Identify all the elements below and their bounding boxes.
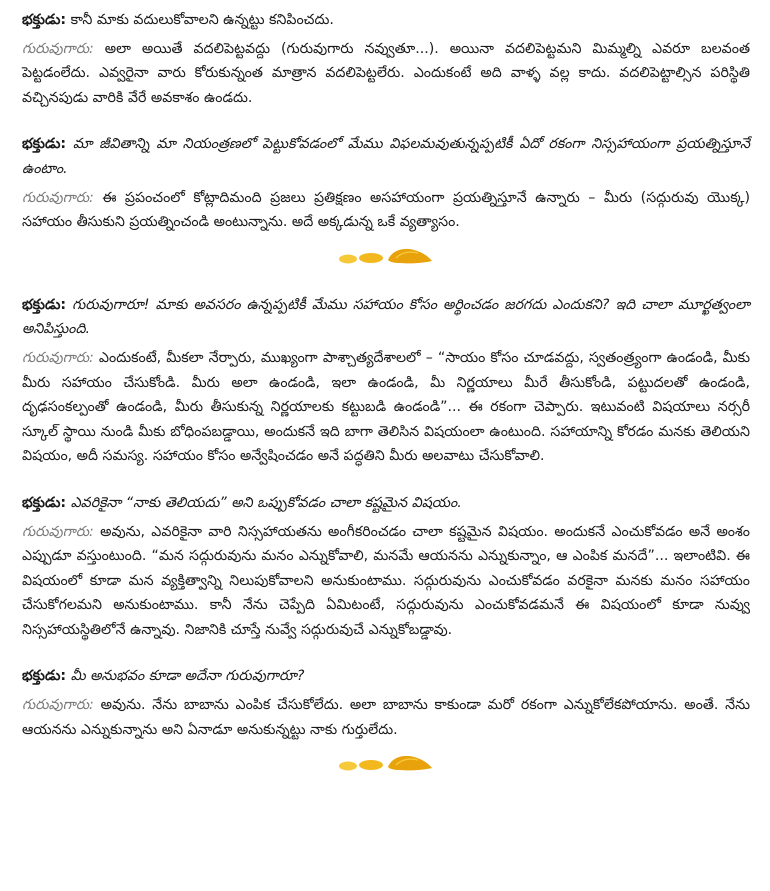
guru-answer [22, 346, 750, 469]
guru-answer [22, 37, 750, 111]
guru-label: గురువుగారు: [22, 40, 94, 57]
devotee-question [22, 132, 750, 181]
guru-answer [22, 693, 750, 742]
answer-text: ఎందుకంటే, మీకలా నేర్పారు, ముఖ్యంగా పాశ్చాత్యదేశాలలో – “సాయం కోసం చూడవద్దు, స్వతంత్ర్యంగా ఉండండి, మీకు మీరు సహాయం చేసుకోండి. మీరు అలా ఉండండి, ఇలా ఉండండి, మీ నిర్ణయాలు మీరే తీసుకోండి, పట్టుదలతో ఉండండి, దృఢసంకల్పంతో ఉండండి, మీరు తీసుకున్న నిర్ణయాలకు కట్టుబడి ఉండండి”... ఈ రకంగా చెప్పారు. ఇటువంటి విషయాలు నర్సరీ స్కూల్ స్థాయి నుండి మీకు బోధింపబడ్డాయి, అందుకనే ఇది బాగా తెలిసిన విషయంలా ఉంటుంది. సహాయాన్ని కోరడం మనకు తెలియని విషయం, అదీ సమస్య. సహాయం కోసం అన్వేషించడం అనే పద్ధతిని మీరు అలవాటు చేసుకోవాలి. [22, 349, 750, 465]
devotee-question [22, 491, 750, 516]
guru-label: గురువుగారు: [22, 349, 94, 366]
question-text: మీ అనుభవం కూడా అదేనా గురువుగారూ? [70, 668, 305, 685]
question-text: గురువుగారూ! మాకు అవసరం ఉన్నప్పటికీ మేము సహాయం కోసం అర్థించడం జరగదు ఎందుకని? ఇది చాలా మూర్ఖత్వంలా అనిపిస్తుంది. [22, 296, 750, 338]
guru-answer [22, 186, 750, 235]
answer-text: ఈ ప్రపంచంలో కోట్లాదిమంది ప్రజలు ప్రతిక్షణం అసహాయంగా ప్రయత్నిస్తూనే ఉన్నారు – మీరు (సద్గురువు యొక్క) సహాయం తీసుకుని ప్రయత్నించండి అంటున్నాను. అదే అక్కడున్న ఒకే వ్యత్యాసం. [22, 189, 750, 231]
devotee-label: భక్తుడు: [22, 494, 67, 511]
guru-label: గురువుగారు: [22, 523, 94, 540]
guru-label: గురువుగారు: [22, 189, 94, 206]
question-text: కానీ మాకు వదులుకోవాలని ఉన్నట్టు కనిపించదు. [70, 12, 334, 28]
question-text: ఎవరికైనా “నాకు తెలియదు” అని ఒప్పుకోవడం చాలా కష్టమైన విషయం. [70, 494, 462, 511]
section-divider [22, 748, 750, 778]
answer-text: అవును. నేను బాబాను ఎంపిక చేసుకోలేదు. అలా బాబాను కాకుండా మరో రకంగా ఎన్నుకోలేకపోయాను. అంతే. నేను ఆయనను ఎన్నుకున్నాను అని ఏనాడూ అనుకున్నట్టు నాకు గుర్తులేదు. [22, 697, 750, 738]
answer-text: అవును, ఎవరికైనా వారి నిస్సహాయతను అంగీకరించడం చాలా కష్టమైన విషయం. అందుకనే ఎంచుకోవడం అనే అంశం ఎప్పుడూ వస్తుంటుంది. “మన సద్గురువును మనం ఎన్నుకోవాలి, మనమే ఆయనను ఎన్నుకున్నాం, ఆ ఎంపిక మనదే”... ఇలాంటివి. ఈ విషయంలో కూడా మన వ్యక్తిత్వాన్ని నిలుపుకోవాలని అనుకుంటాము. సద్గురువును ఎంచుకోవడం వరకైనా మనకు మనం సహాయం చేసుకోగలమని అనుకుంటాము. కానీ నేను చెప్పేది ఏమిటంటే, సద్గురువును ఎంచుకోవడమనే ఈ విషయంలో కూడా నువ్వు నిస్సహాయస్థితిలోనే ఉన్నావు. నిజానికి చూస్తే నువ్వే సద్గురువుచే ఎన్నుకోబడ్డావు. [22, 523, 750, 638]
answer-text: అలా అయితే వదలిపెట్టవద్దు (గురువుగారు నవ్వుతూ...). అయినా వదలిపెట్టమని మిమ్మల్ని ఎవరూ బలవంత పెట్టడంలేదు. ఎవ్వరైనా వారు కోరుకున్నంత మాత్రాన వదలిపెట్టలేరు. ఎందుకంటే అది వాళ్ళ వల్ల కాదు. వదలిపెట్టాల్సిన పరిస్థితి వచ్చినపుడు వారికి వేరే అవకాశం ఉండదు. [22, 40, 750, 106]
devotee-label: భక్తుడు: [22, 12, 67, 28]
devotee-question [22, 664, 750, 689]
document-body [22, 8, 750, 800]
section-divider [22, 241, 750, 271]
golden-leaves-ornament-icon [338, 751, 434, 775]
devotee-label: భక్తుడు: [22, 668, 67, 685]
devotee-question [22, 8, 750, 33]
golden-leaves-ornament-icon [338, 244, 434, 268]
devotee-question [22, 293, 750, 342]
devotee-label: భక్తుడు: [22, 296, 67, 313]
guru-label: గురువుగారు: [22, 697, 94, 714]
guru-answer [22, 520, 750, 643]
question-text: మా జీవితాన్ని మా నియంత్రణలో పెట్టుకోవడంలో మేము విఫలమవుతున్నప్పటికీ ఏదో రకంగా నిస్సహాయంగా ప్రయత్నిస్తూనే ఉంటాం. [22, 136, 750, 177]
devotee-label: భక్తుడు: [22, 136, 67, 153]
